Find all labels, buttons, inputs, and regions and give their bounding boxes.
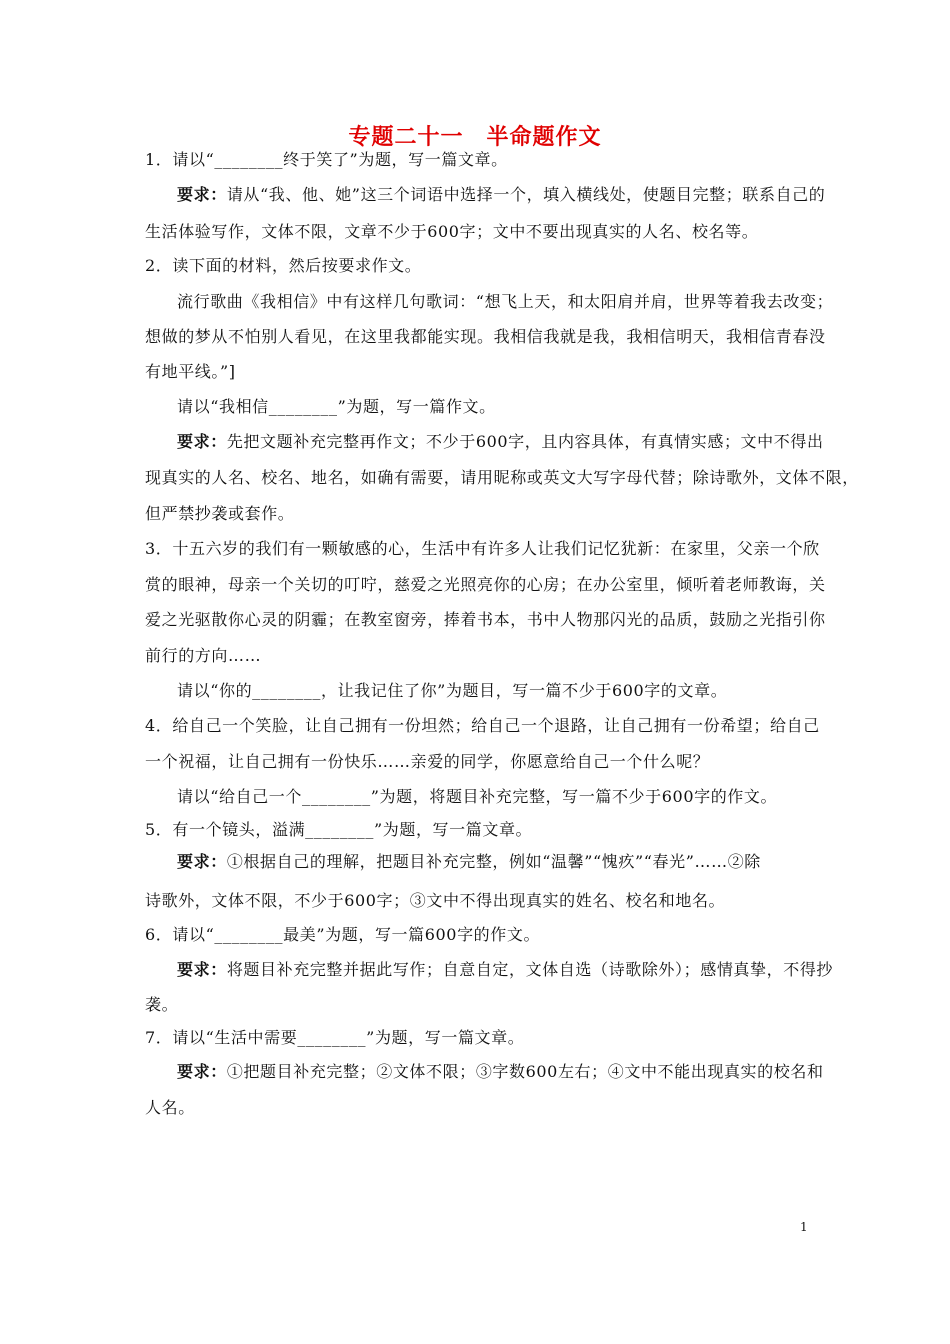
q4-title-instruction: 请以“给自己一个________”为题，将题目补充完整，写一篇不少于600字的作文。	[177, 787, 778, 806]
q2-material: 流行歌曲《我相信》中有这样几句歌词：“想飞上天，和太阳肩并肩，世界等着我去改变；	[177, 292, 834, 311]
q4-prompt-cont: 一个祝福，让自己拥有一份快乐……亲爱的同学，你愿意给自己一个什么呢？	[145, 752, 710, 771]
q6-prompt: 6．请以“________最美”为题，写一篇600字的作文。	[145, 925, 541, 944]
q5-prompt: 5．有一个镜头，溢满________”为题，写一篇文章。	[145, 820, 533, 839]
q3-title-instruction: 请以“你的________，让我记住了你”为题目，写一篇不少于600字的文章。	[177, 681, 728, 700]
q6-requirement: 要求：将题目补充完整并据此写作；自意自定，文体自选（诗歌除外）；感情真挚，不得抄	[177, 960, 834, 979]
q3-prompt-end: 前行的方向……	[145, 646, 262, 665]
q3-prompt-cont2: 爱之光驱散你心灵的阴霾；在教室窗旁，捧着书本，书中人物那闪光的品质，鼓励之光指引你	[145, 610, 826, 629]
q2-requirement-end: 但严禁抄袭或套作。	[145, 504, 295, 523]
q1-requirement-cont: 生活体验写作，文体不限，文章不少于600字；文中不要出现真实的人名、校名等。	[145, 222, 759, 241]
q7-requirement-cont: 人名。	[145, 1098, 195, 1117]
q2-requirement-cont: 现真实的人名、校名、地名，如确有需要，请用昵称或英文大写字母代替；除诗歌外，文体不限，	[145, 468, 859, 487]
q5-requirement-cont: 诗歌外，文体不限，不少于600字；③文中不得出现真实的姓名、校名和地名。	[145, 891, 726, 910]
q2-title-instruction: 请以“我相信________”为题，写一篇作文。	[177, 397, 496, 416]
q1-prompt: 1．请以“________终于笑了”为题，写一篇文章。	[145, 150, 508, 169]
q2-material-end: 有地平线。”]	[145, 362, 236, 381]
q6-requirement-cont: 袭。	[145, 995, 179, 1014]
q5-requirement: 要求：①根据自己的理解，把题目补充完整，例如“温馨”“愧疚”“春光”……②除	[177, 852, 761, 871]
q3-prompt: 3．十五六岁的我们有一颗敏感的心，生活中有许多人让我们记忆犹新：在家里，父亲一个欣	[145, 539, 820, 558]
q3-prompt-cont: 赏的眼神，母亲一个关切的叮咛，慈爱之光照亮你的心房；在办公室里，倾听着老师教诲，关	[145, 575, 826, 594]
page-number: 1	[800, 1220, 808, 1234]
q4-prompt: 4．给自己一个笑脸，让自己拥有一份坦然；给自己一个退路，让自己拥有一份希望；给自己	[145, 716, 820, 735]
q1-requirement: 要求：请从“我、他、她”这三个词语中选择一个，填入横线处，使题目完整；联系自己的	[177, 185, 826, 204]
q2-prompt: 2．读下面的材料，然后按要求作文。	[145, 256, 422, 275]
q7-requirement: 要求：①把题目补充完整；②文体不限；③字数600左右；④文中不能出现真实的校名和	[177, 1062, 824, 1081]
q2-requirement: 要求：先把文题补充完整再作文；不少于600字，且内容具体，有真情实感；文中不得出	[177, 432, 824, 451]
page-title: 专题二十一 半命题作文	[348, 125, 602, 150]
q2-material-cont: 想做的梦从不怕别人看见，在这里我都能实现。我相信我就是我，我相信明天，我相信青春没	[145, 327, 826, 346]
q7-prompt: 7．请以“生活中需要________”为题，写一篇文章。	[145, 1028, 525, 1047]
